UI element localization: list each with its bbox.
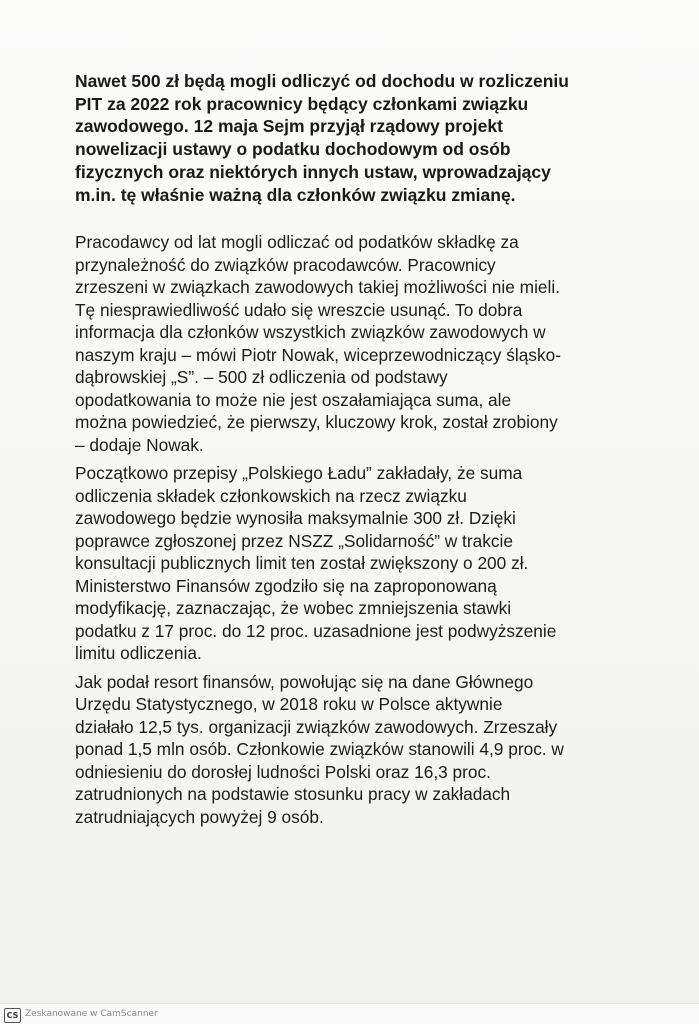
body-line: zatrudnionych na podstawie stosunku pracy w zakładach — [75, 784, 511, 804]
lead-line: nowelizacji ustawy o podatku dochodowym od osób — [75, 139, 511, 160]
paragraph-quote-nowak — [75, 231, 665, 456]
body-line: Początkowo przepisy „Polskiego Ładu” zakładały, że suma — [75, 463, 523, 483]
body-line: ponad 1,5 mln osób. Członkowie związków stanowili 4,9 proc. w — [75, 739, 564, 759]
body-line: podatku z 17 proc. do 12 proc. uzasadnione jest podwyższenie — [75, 620, 557, 641]
body-line: można powiedzieć, że pierwszy, kluczowy krok, został zrobiony — [75, 412, 558, 432]
body-line: odliczenia składek członkowskich na rzecz związku — [75, 485, 467, 506]
article-body — [75, 231, 665, 834]
body-line: odniesieniu do dorosłej ludności Polski oraz 16,3 proc. — [75, 761, 491, 782]
body-line: Jak podał resort finansów, powołując się na dane Głównego — [75, 671, 534, 692]
scanner-footer — [0, 1003, 699, 1024]
body-line: zawodowego będzie wynosiła maksymalnie 300 zł. Dzięki — [75, 508, 516, 528]
body-line: przynależność do związków pracodawców. Pracownicy — [75, 254, 496, 275]
body-line: działało 12,5 tys. organizacji związków zawodowych. Zrzeszały — [75, 716, 558, 737]
body-line: Urzędu Statystycznego, w 2018 roku w Polsce aktywnie — [75, 694, 503, 714]
body-line: Ministerstwo Finansów zgodziło się na zaproponowaną — [75, 575, 497, 596]
body-line: poprawce zgłoszonej przez NSZZ „Solidarność” w trakcie — [75, 530, 513, 551]
camscanner-logo-icon: CS — [4, 1008, 21, 1023]
lead-paragraph — [75, 70, 645, 206]
lead-line: zawodowego. 12 maja Sejm przyjął rządowy projekt — [75, 116, 503, 137]
body-line: limitu odliczenia. — [75, 643, 202, 663]
body-line: modyfikację, zaznaczając, że wobec zmniejszenia stawki — [75, 598, 512, 618]
paragraph-statistics — [75, 671, 665, 829]
body-line: naszym kraju – mówi Piotr Nowak, wiceprzewodniczący śląsko- — [75, 344, 561, 365]
scanner-watermark-text: Zeskanowane w CamScanner — [25, 1009, 158, 1019]
body-line: dąbrowskiej „S”. – 500 zł odliczenia od podstawy — [75, 367, 448, 387]
body-line: zatrudniających powyżej 9 osób. — [75, 806, 324, 827]
body-line: opodatkowania to może nie jest oszałamiająca suma, ale — [75, 389, 512, 410]
lead-line: PIT za 2022 rok pracownicy będący członkami związku — [75, 93, 529, 114]
body-line: konsultacji publicznych limit ten został zwiększony o 200 zł. — [75, 553, 529, 573]
paragraph-polski-lad — [75, 462, 665, 665]
body-line: zrzeszeni w związkach zawodowych takiej możliwości nie mieli. — [75, 277, 560, 297]
body-line: – dodaje Nowak. — [75, 434, 204, 455]
body-line: Pracodawcy od lat mogli odliczać od podatków składkę za — [75, 232, 519, 252]
lead-line: m.in. tę właśnie ważną dla członków związku zmianę. — [75, 184, 516, 205]
lead-line: fizycznych oraz niektórych innych ustaw, wprowadzający — [75, 161, 551, 182]
lead-line: Nawet 500 zł będą mogli odliczyć od dochodu w rozliczeniu — [75, 71, 569, 91]
body-line: Tę niesprawiedliwość udało się wreszcie usunąć. To dobra — [75, 299, 523, 320]
body-line: informacja dla członków wszystkich związków zawodowych w — [75, 322, 546, 342]
